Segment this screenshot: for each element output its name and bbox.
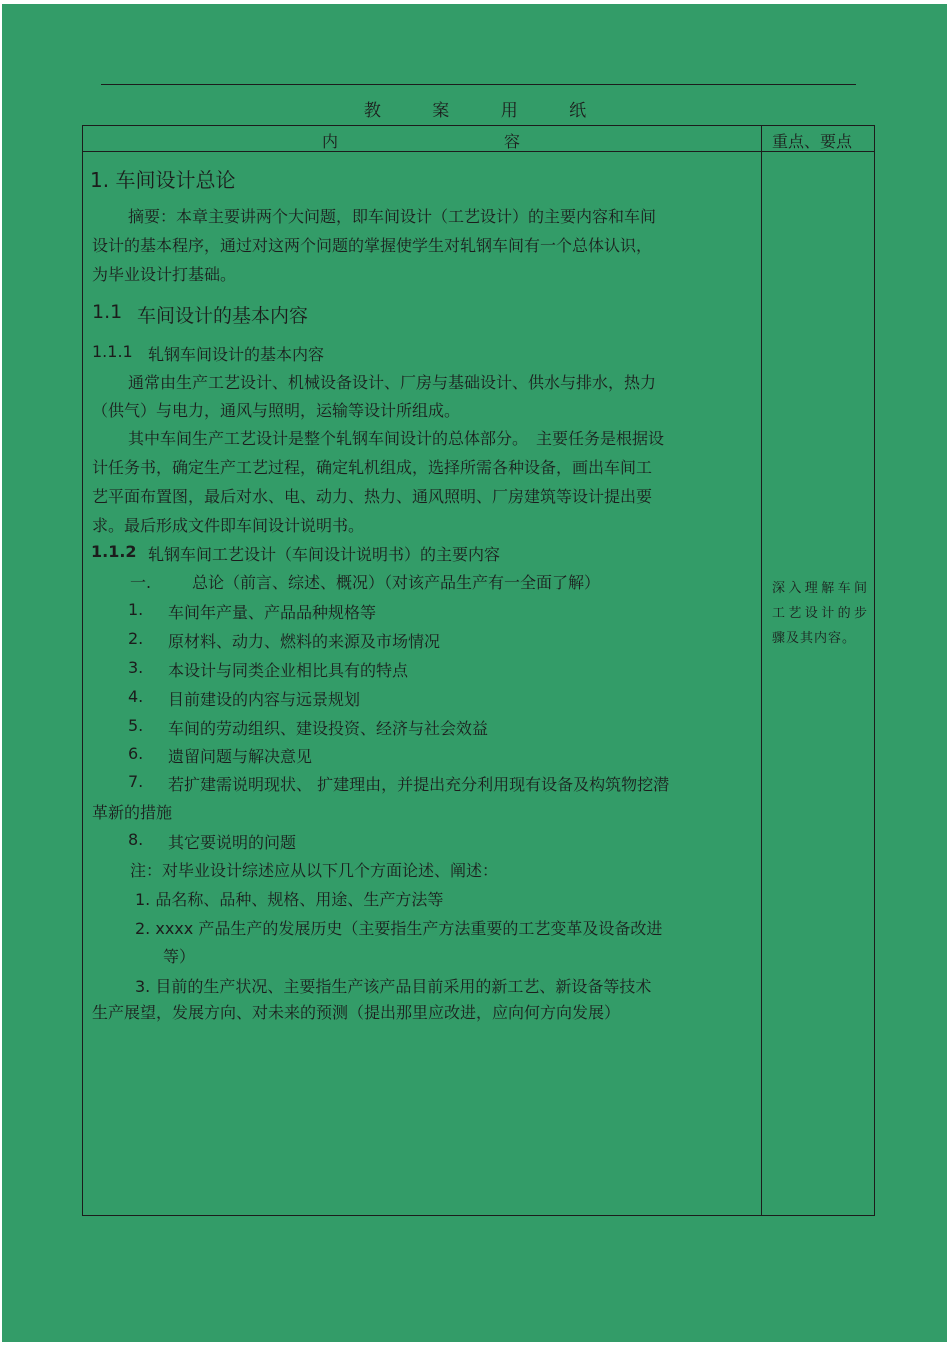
header-content-char-1: 内 bbox=[322, 132, 339, 151]
note-heading: 注：对毕业设计综述应从以下几个方面论述、阐述： bbox=[130, 861, 499, 880]
key-points-note: 深入理解车间工艺设计的步骤及其内容。 bbox=[772, 581, 868, 646]
list-item-number: 4. bbox=[128, 687, 144, 706]
note-item-continuation: 生产展望，发展方向、对未来的预测（提出那里应改进，应向何方向发展） bbox=[92, 1003, 621, 1022]
title-char: 案 bbox=[432, 101, 450, 121]
abstract-line: 为毕业设计打基础。 bbox=[92, 265, 237, 284]
subsection-heading: 轧钢车间工艺设计（车间设计说明书）的主要内容 bbox=[148, 545, 501, 564]
abstract-line: 设计的基本程序，通过对这两个问题的掌握使学生对轧钢车间有一个总体认识， bbox=[92, 236, 653, 255]
chapter-heading: 1. 车间设计总论 bbox=[90, 168, 236, 192]
note-item: 2. xxxx 产品生产的发展历史（主要指生产方法重要的工艺变革及设备改进 bbox=[135, 919, 663, 938]
list-item: 本设计与同类企业相比具有的特点 bbox=[168, 661, 409, 680]
list-item-number: 6. bbox=[128, 744, 144, 763]
list-item: 目前建设的内容与远景规划 bbox=[168, 690, 361, 709]
list-item-number: 1. bbox=[128, 600, 144, 619]
list-item: 其它要说明的问题 bbox=[168, 833, 297, 852]
section-heading-number: 1.1 bbox=[92, 301, 123, 323]
paragraph-line: 求。最后形成文件即车间设计说明书。 bbox=[92, 516, 365, 535]
title-char: 用 bbox=[500, 101, 518, 121]
list-item: 车间的劳动组织、建设投资、经济与社会效益 bbox=[168, 719, 489, 738]
abstract-line: 摘要：本章主要讲两个大问题，即车间设计（工艺设计）的主要内容和车间 bbox=[128, 207, 657, 226]
list-item-number: 8. bbox=[128, 830, 144, 849]
subsection-heading: 轧钢车间设计的基本内容 bbox=[148, 345, 325, 364]
paragraph-line: 计任务书，确定生产工艺过程，确定轧机组成，选择所需各种设备，画出车间工 bbox=[92, 458, 653, 477]
list-item: 若扩建需说明现状、 扩建理由，并提出充分利用现有设备及构筑物挖潜 bbox=[168, 775, 670, 794]
title-char: 纸 bbox=[569, 101, 587, 121]
note-item: 3. 目前的生产状况、主要指生产该产品目前采用的新工艺、新设备等技术 bbox=[135, 977, 652, 996]
header-key-points: 重点、要点 bbox=[772, 132, 853, 151]
list-item: 车间年产量、产品品种规格等 bbox=[168, 603, 377, 622]
header-rule bbox=[82, 151, 875, 152]
section-heading: 车间设计的基本内容 bbox=[137, 305, 309, 327]
list-item-number: 2. bbox=[128, 629, 144, 648]
list-item-number: 7. bbox=[128, 772, 144, 791]
column-divider bbox=[761, 125, 762, 1216]
note-item: 1. 品名称、品种、规格、用途、生产方法等 bbox=[135, 890, 444, 909]
list-item: 原材料、动力、燃料的来源及市场情况 bbox=[168, 632, 441, 651]
section-one-number: 一. bbox=[130, 573, 152, 592]
list-item: 遗留问题与解决意见 bbox=[168, 747, 313, 766]
paragraph-line: 艺平面布置图，最后对水、电、动力、热力、通风照明、厂房建筑等设计提出要 bbox=[92, 487, 653, 506]
top-rule bbox=[101, 84, 856, 85]
list-item-number: 5. bbox=[128, 716, 144, 735]
document-title bbox=[0, 96, 950, 121]
title-char: 教 bbox=[363, 101, 381, 121]
paragraph-line: （供气）与电力，通风与照明，运输等设计所组成。 bbox=[92, 401, 461, 420]
subsection-number: 1.1.1 bbox=[92, 342, 133, 361]
paragraph-line: 通常由生产工艺设计、机械设备设计、厂房与基础设计、供水与排水，热力 bbox=[128, 373, 657, 392]
header-content-char-2: 容 bbox=[504, 132, 521, 151]
subsection-number: 1.1.2 bbox=[91, 542, 137, 561]
paragraph-line: 其中车间生产工艺设计是整个轧钢车间设计的总体部分。 主要任务是根据设 bbox=[128, 429, 665, 448]
section-one-heading: 总论（前言、综述、概况）（对该产品生产有一全面了解） bbox=[192, 573, 601, 592]
list-item-number: 3. bbox=[128, 658, 144, 677]
list-item-continuation: 革新的措施 bbox=[92, 803, 173, 822]
note-item-continuation: 等） bbox=[163, 947, 196, 966]
